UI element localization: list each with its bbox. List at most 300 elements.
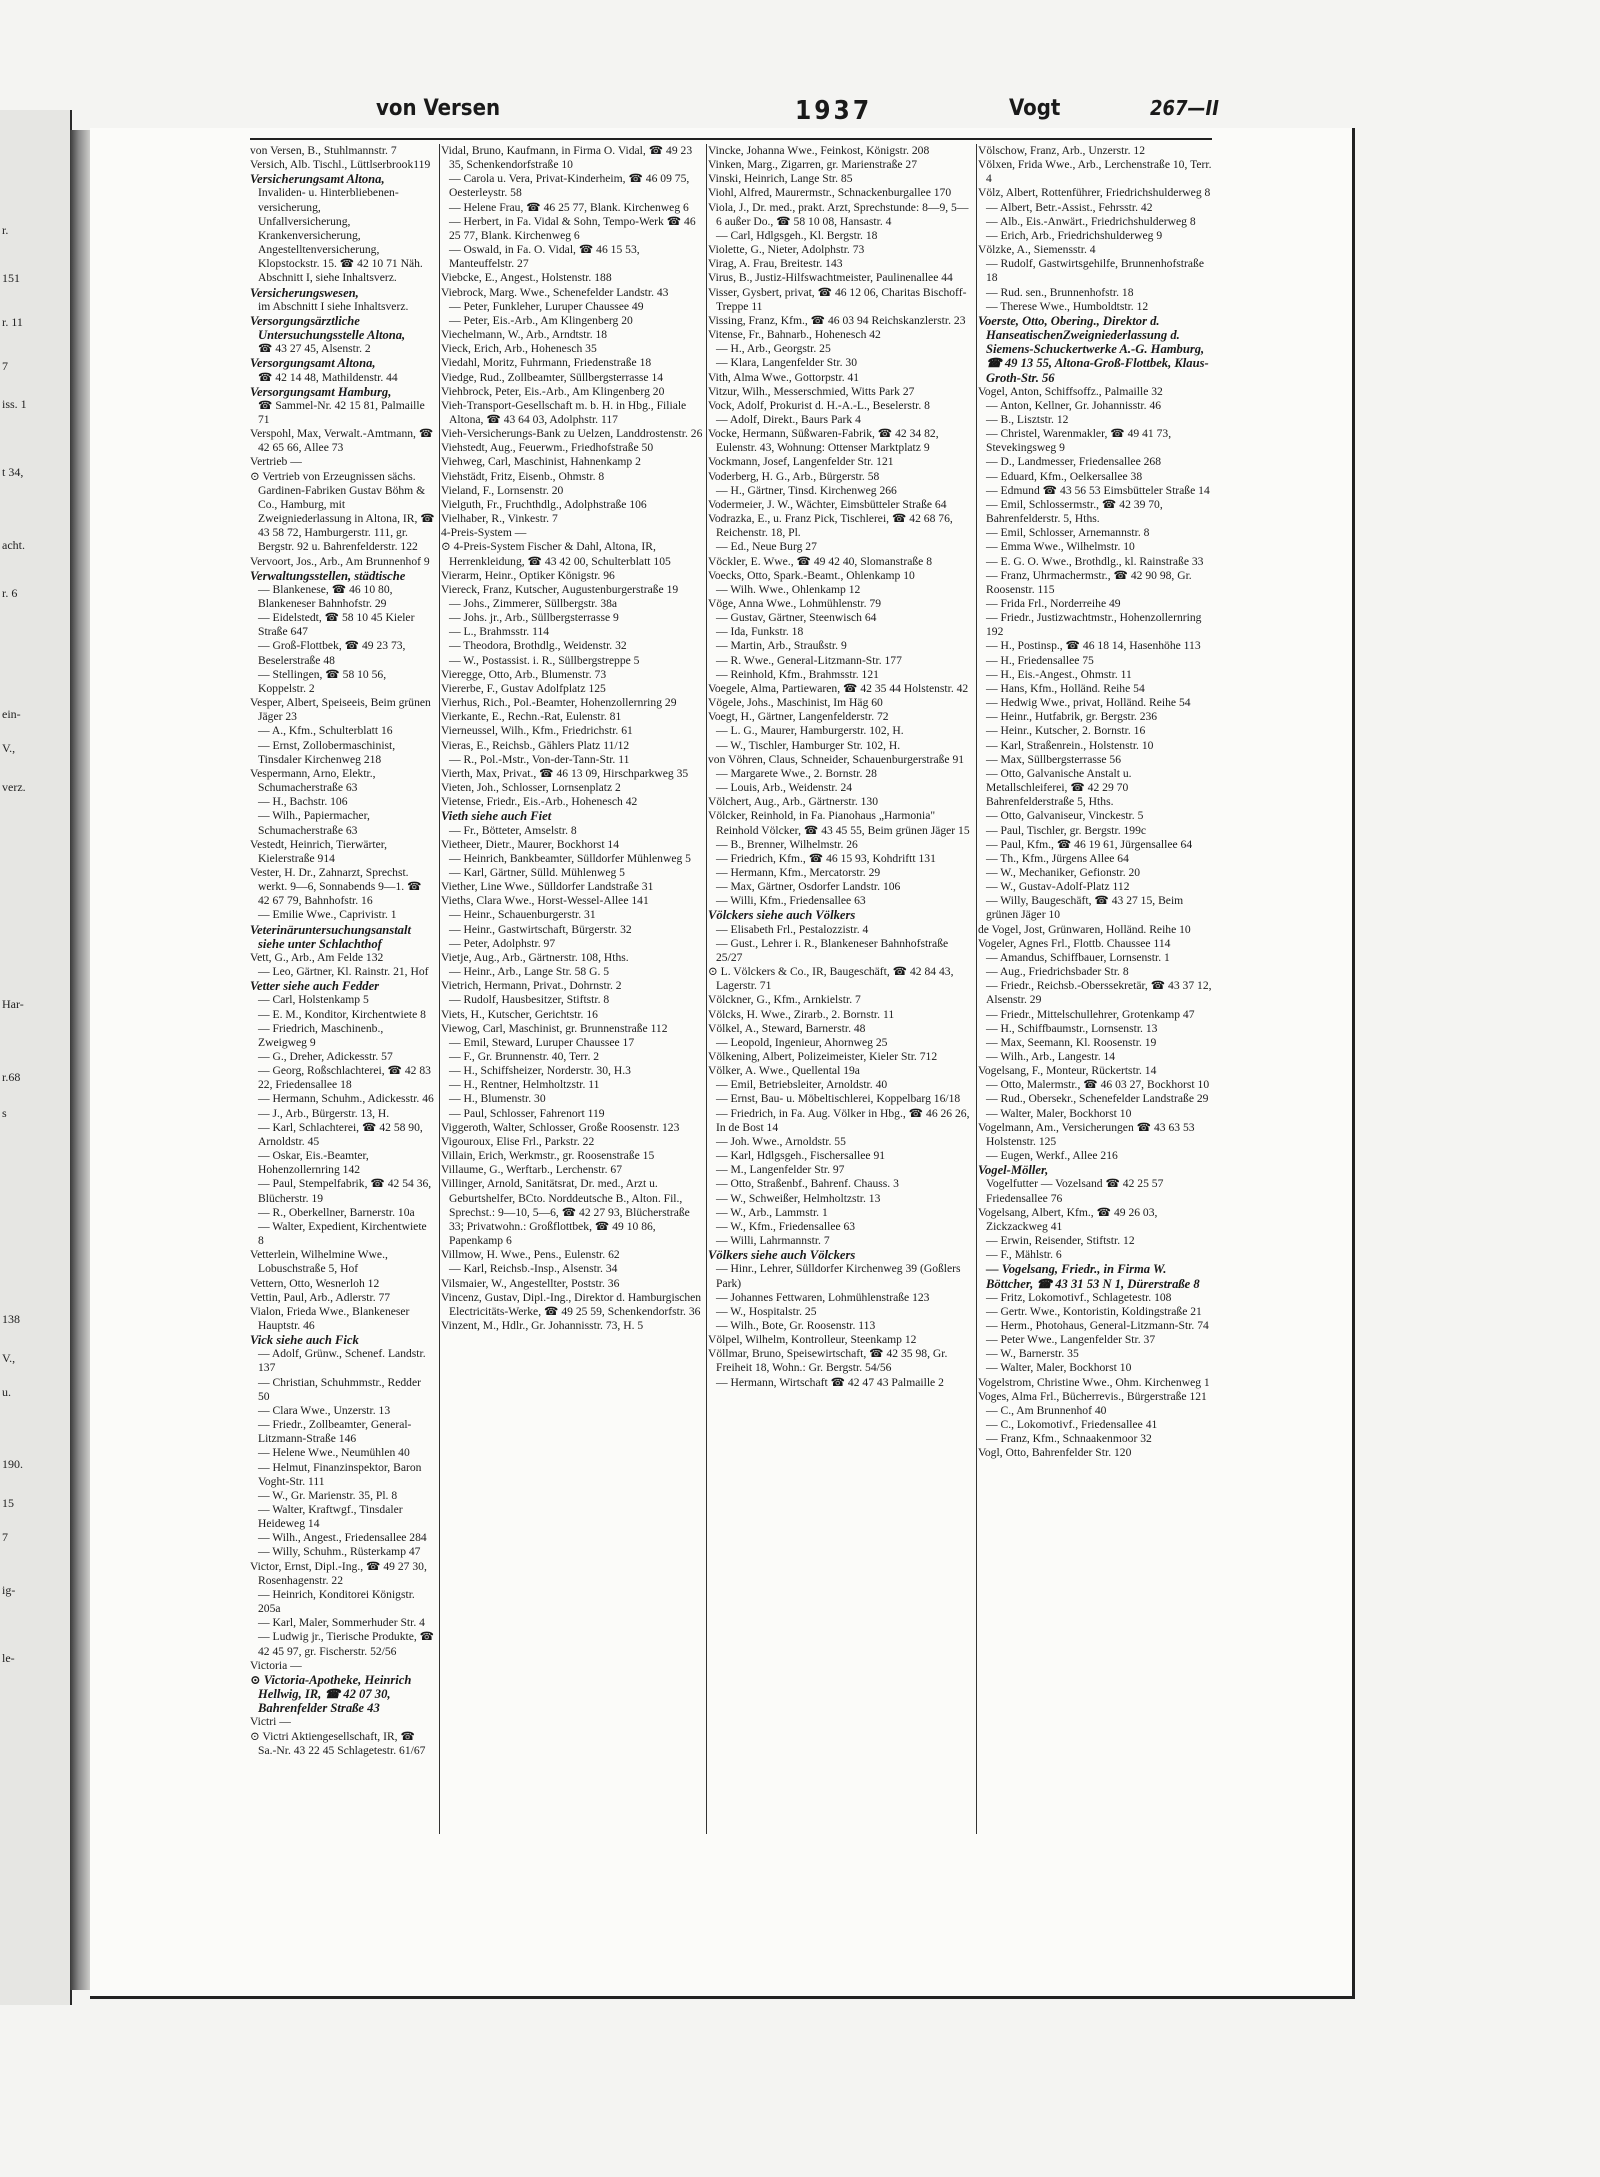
directory-entry: Vitzur, Wilh., Messerschmied, Witts Park 27 — [708, 384, 915, 398]
directory-entry: ⊙ Vertrieb von Erzeugnissen sächs. Gardinen-Fabriken Gustav Böhm & Co., Hamburg, mit Zweigniederlassung in Altona, IR, ☎ 43 58 72, Hamburgerstr. 111, gr. Bergstr. 92 u. Bahrenfelderstr. 122 — [250, 469, 435, 554]
directory-entry: Vöckler, E. Wwe., ☎ 49 42 40, Slomanstraße 8 — [708, 554, 933, 568]
directory-entry: — Aug., Friedrichsbader Str. 8 — [986, 965, 1129, 979]
directory-entry: Viedge, Rud., Zollbeamter, Süllbergsterrasse 14 — [441, 370, 664, 384]
directory-entry: Vierarm, Heinr., Optiker Königstr. 96 — [441, 568, 615, 582]
directory-entry: Viehbrock, Peter, Eis.-Arb., Am Klingenberg 20 — [441, 384, 665, 398]
directory-entry: von Vöhren, Claus, Schneider, Schauenburgerstraße 91 — [708, 752, 965, 766]
left-page-fragment: 7 — [2, 1529, 8, 1544]
directory-entry: — Wilh., Arb., Langestr. 14 — [986, 1050, 1116, 1063]
directory-entry: Unfallversicherung, — [258, 214, 351, 228]
directory-heading: Versorgungsärztliche Untersuchungsstelle Altona, — [250, 313, 406, 343]
directory-entry: — Frida Frl., Norderreihe 49 — [986, 597, 1121, 610]
directory-heading: Verwaltungsstellen, städtische — [250, 568, 406, 583]
directory-entry: — Gust., Lehrer i. R., Blankeneser Bahnhofstraße 25/27 — [716, 936, 949, 964]
directory-entry: — Johs. jr., Arb., Süllbergsterrasse 9 — [449, 611, 619, 625]
directory-entry: — H., Gärtner, Tinsd. Kirchenweg 266 — [716, 483, 897, 497]
directory-entry: Vögele, Johs., Maschinist, Im Häg 60 — [708, 696, 883, 710]
left-page-fragment: iss. 1 — [2, 397, 27, 412]
left-page-fragment: r. — [2, 223, 9, 237]
directory-heading: Völckers siehe auch Völkers — [708, 908, 856, 923]
directory-entry: — Heinr., Gastwirtschaft, Bürgerstr. 32 — [449, 922, 632, 936]
directory-entry: Voecks, Otto, Spark.-Beamt., Ohlenkamp 10 — [708, 568, 915, 582]
directory-entry: — Georg, Roßschlachterei, ☎ 42 83 22, Friedensallee 18 — [258, 1064, 431, 1092]
directory-entry: — H., Postinsp., ☎ 46 18 14, Hasenhöhe 113 — [986, 639, 1201, 653]
directory-entry: Völcker, Reinhold, in Fa. Pianohaus „Harmonia" Reinhold Völcker, ☎ 43 45 55, Beim grünen Jäger 15 — [708, 809, 970, 837]
column-3 — [708, 144, 972, 1834]
directory-entry: — Wilh. Wwe., Ohlenkamp 12 — [716, 582, 861, 596]
directory-entry: Vogl, Otto, Bahrenfelder Str. 120 — [978, 1446, 1132, 1460]
directory-entry: — M., Langenfelder Str. 97 — [716, 1163, 845, 1177]
directory-entry: Vespermann, Arno, Elektr., Schumacherstraße 63 — [250, 766, 376, 795]
directory-entry: — Fr., Bötteter, Amselstr. 8 — [449, 823, 577, 837]
directory-entry: ☎ Sammel-Nr. 42 15 81, Palmaille 71 — [258, 398, 425, 426]
left-page-fragment: 138 — [2, 1312, 20, 1326]
directory-entry: Völckner, G., Kfm., Arnkielstr. 7 — [708, 993, 861, 1007]
directory-entry: — Paul, Tischler, gr. Bergstr. 199c — [986, 823, 1147, 837]
directory-entry: Viererbe, F., Gustav Adolfplatz 125 — [441, 681, 606, 695]
directory-entry: — Karl, Schlachterei, ☎ 42 58 90, Arnoldstr. 45 — [258, 1120, 423, 1148]
directory-entry: — Friedr., Mittelschullehrer, Grotenkamp 47 — [986, 1007, 1195, 1021]
directory-entry: — Karl, Reichsb.-Insp., Alsenstr. 34 — [449, 1262, 618, 1276]
directory-entry: — Friedr., Zollbeamter, General-Litzmann-Straße 146 — [258, 1418, 412, 1446]
directory-entry: Vialon, Frieda Wwe., Blankeneser Hauptstr. 46 — [250, 1304, 410, 1332]
directory-entry: — Paul, Stempelfabrik, ☎ 42 54 36, Blücherstr. 19 — [258, 1177, 432, 1205]
directory-entry: — Ernst, Bau- u. Möbeltischlerei, Koppelbarg 16/18 — [716, 1092, 961, 1106]
directory-entry: Viedahl, Moritz, Fuhrmann, Friedenstraße 18 — [441, 356, 652, 370]
left-page-fragment: 7 — [2, 358, 8, 373]
directory-entry: — Heinr., Schauenburgerstr. 31 — [449, 908, 596, 922]
directory-entry: Vierth, Max, Privat., ☎ 46 13 09, Hirschparkweg 35 — [441, 766, 689, 780]
directory-entry: — Theodora, Brothdlg., Weidenstr. 32 — [449, 639, 627, 653]
directory-entry: Vieregge, Otto, Arb., Blumenstr. 73 — [441, 667, 607, 681]
directory-entry: — Emil, Betriebsleiter, Arnoldstr. 40 — [716, 1078, 888, 1092]
directory-entry: — Eidelstedt, ☎ 58 10 45 Kieler Straße 647 — [258, 611, 415, 639]
directory-entry: — Emil, Steward, Luruper Chaussee 17 — [449, 1035, 635, 1049]
directory-entry: Vieras, E., Reichsb., Gählers Platz 11/12 — [441, 738, 630, 752]
directory-entry: — H., Blumenstr. 30 — [449, 1092, 546, 1106]
left-page-fragment: acht. — [2, 537, 25, 552]
directory-entry: Vertrieb — — [250, 455, 302, 469]
directory-entry: Vervoort, Jos., Arb., Am Brunnenhof 9 — [250, 554, 430, 568]
directory-entry: Völkel, A., Steward, Barnerstr. 48 — [708, 1021, 866, 1035]
directory-entry: Vogeler, Agnes Frl., Flottb. Chaussee 114 — [978, 936, 1171, 950]
left-page-fragment: Har- — [2, 997, 24, 1012]
directory-entry: Vith, Alma Wwe., Gottorpstr. 41 — [708, 370, 860, 384]
directory-entry: — Franz, Kfm., Schnaakenmoor 32 — [986, 1432, 1152, 1446]
directory-entry: — Herm., Photohaus, General-Litzmann-Str. 74 — [986, 1318, 1209, 1332]
left-page-fragment: r.68 — [2, 1070, 21, 1084]
directory-entry: — W., Tischler, Hamburger Str. 102, H. — [716, 738, 901, 752]
directory-entry: Vodermeier, J. W., Wächter, Eimsbütteler Straße 64 — [708, 497, 947, 511]
directory-entry: ⊙ 4-Preis-System Fischer & Dahl, Altona, IR, Herrenkleidung, ☎ 43 42 00, Schulterblatt 105 — [441, 540, 671, 568]
directory-entry: — W., Mechaniker, Gefionstr. 20 — [986, 865, 1141, 879]
directory-entry: Vogelmann, Am., Versicherungen ☎ 43 63 53 Holstenstr. 125 — [978, 1120, 1195, 1148]
directory-entry: Voegt, H., Gärtner, Langenfelderstr. 72 — [708, 710, 889, 724]
directory-entry: — Wilh., Papiermacher, Schumacherstraße 63 — [258, 809, 370, 837]
directory-entry: — Martin, Arb., Straußstr. 9 — [716, 639, 847, 653]
directory-entry: Völlmar, Bruno, Speisewirtschaft, ☎ 42 35 98, Gr. Freiheit 18, Wohn.: Gr. Bergstr. 54/56 — [708, 1347, 948, 1375]
directory-entry: — B., Brenner, Wilhelmstr. 26 — [716, 837, 858, 851]
directory-entry: Visser, Gysbert, privat, ☎ 46 12 06, Charitas Bischoff-Treppe 11 — [708, 285, 967, 313]
directory-entry: Vockmann, Josef, Langenfelder Str. 121 — [708, 455, 894, 469]
directory-entry: — Helene Wwe., Neumühlen 40 — [258, 1446, 410, 1460]
left-page-fragment: verz. — [2, 779, 26, 794]
directory-entry: — Klara, Langenfelder Str. 30 — [716, 356, 858, 370]
directory-entry: — Heinr., Hutfabrik, gr. Bergstr. 236 — [986, 710, 1158, 724]
directory-entry: — Heinr., Arb., Lange Str. 58 G. 5 — [449, 965, 610, 979]
directory-entry: Vielhaber, R., Vinkestr. 7 — [441, 512, 558, 526]
directory-entry: — L., Brahmsstr. 114 — [449, 625, 550, 639]
directory-entry: — Clara Wwe., Unzerstr. 13 — [258, 1403, 391, 1417]
directory-entry: — C., Lokomotivf., Friedensallee 41 — [986, 1418, 1158, 1432]
directory-entry: Vett, G., Arb., Am Felde 132 — [250, 950, 384, 964]
directory-entry: — Christel, Warenmakler, ☎ 49 41 73, Stevekingsweg 9 — [986, 427, 1172, 455]
directory-entry: Versich, Alb. Tischl., Lüttlserbrook119 — [250, 158, 431, 172]
directory-entry: — Carola u. Vera, Privat-Kinderheim, ☎ 46 09 75, Oesterleystr. 58 — [449, 172, 690, 200]
directory-entry: — Helene Frau, ☎ 46 25 77, Blank. Kirchenweg 6 — [449, 200, 689, 214]
directory-entry: Völkening, Albert, Polizeimeister, Kieler Str. 712 — [708, 1050, 938, 1063]
directory-entry: — Walter, Maler, Bockhorst 10 — [986, 1361, 1132, 1375]
directory-entry: — Erich, Arb., Friedrichshulderweg 9 — [986, 228, 1163, 242]
directory-heading: Versorgungsamt Altona, — [250, 356, 376, 371]
directory-entry: Vieten, Joh., Schlosser, Lornsenplatz 2 — [441, 781, 621, 795]
directory-entry: Vierneussel, Wilh., Kfm., Friedrichstr. 61 — [441, 724, 633, 738]
directory-entry: — Hedwig Wwe., privat, Holländ. Reihe 54 — [986, 696, 1191, 710]
directory-entry: — F., Mählstr. 6 — [986, 1248, 1062, 1262]
directory-entry: — Walter, Maler, Bockhorst 10 — [986, 1106, 1132, 1120]
directory-entry: — C., Am Brunnenhof 40 — [986, 1403, 1107, 1417]
directory-entry: Völzke, A., Siemensstr. 4 — [978, 243, 1096, 257]
left-page-fragment: ein- — [2, 707, 21, 721]
directory-entry: Vogel, Anton, Schiffsoffz., Palmaille 32 — [978, 384, 1163, 398]
directory-entry: — Emil, Schlosser, Arnemannstr. 8 — [986, 526, 1150, 540]
directory-entry: — Hinr., Lehrer, Sülldorfer Kirchenweg 39 (Goßlers Park) — [716, 1262, 961, 1290]
directory-entry: — Max, Gärtner, Osdorfer Landstr. 106 — [716, 880, 901, 894]
left-page-fragment: s — [2, 1106, 7, 1121]
directory-entry: Vietheer, Dietr., Maurer, Bockhorst 14 — [441, 837, 620, 851]
directory-heading: Versicherungsamt Altona, — [250, 172, 385, 187]
directory-heading: Veterinäruntersuchungsanstalt siehe unter Schlachthof — [250, 922, 411, 951]
directory-entry: Vietrich, Hermann, Privat., Dohrnstr. 2 — [441, 979, 622, 993]
directory-entry: — Margarete Wwe., 2. Bornstr. 28 — [716, 766, 877, 780]
directory-entry: — Willy, Schuhm., Rüsterkamp 47 — [258, 1545, 421, 1559]
directory-entry: — Emilie Wwe., Caprivistr. 1 — [258, 908, 397, 922]
directory-entry: — A., Kfm., Schulterblatt 16 — [258, 724, 393, 738]
directory-entry: — Rud., Obersekr., Schenefelder Landstraße 29 — [986, 1092, 1209, 1106]
left-page-fragment: r. 6 — [2, 586, 18, 600]
directory-entry: — W., Schweißer, Helmholtzstr. 13 — [716, 1191, 881, 1205]
directory-entry: — Erwin, Reisender, Stiftstr. 12 — [986, 1234, 1135, 1248]
directory-entry: ⊙ L. Völckers & Co., IR, Baugeschäft, ☎ 42 84 43, Lagerstr. 71 — [708, 965, 954, 993]
directory-entry: — Emil, Schlossermstr., ☎ 42 39 70, Bahrenfelderstr. 5, Hths. — [986, 497, 1163, 526]
directory-heading: Völkers siehe auch Völckers — [708, 1248, 856, 1263]
left-page-fragment: le- — [2, 1650, 15, 1665]
header-year: 1937 — [795, 96, 873, 126]
directory-entry: — Leo, Gärtner, Kl. Rainstr. 21, Hof — [258, 965, 429, 979]
directory-entry: — Wilh., Angest., Friedensallee 284 — [258, 1531, 427, 1545]
directory-entry: Vogelsang, F., Monteur, Rückertstr. 14 — [978, 1064, 1157, 1078]
directory-entry: — W., Hospitalstr. 25 — [716, 1304, 817, 1318]
directory-heading: ⊙ Victoria-Apotheke, Heinrich Hellwig, IR, ☎ 42 07 30, Bahrenfelder Straße 43 — [250, 1672, 412, 1716]
header-last-name: Vogt — [1009, 96, 1061, 121]
directory-entry: — Therese Wwe., Humboldtstr. 12 — [986, 299, 1149, 313]
directory-entry: Völcks, H. Wwe., Zirarb., 2. Bornstr. 11 — [708, 1007, 895, 1021]
directory-heading: Versicherungswesen, — [250, 285, 359, 300]
directory-heading: Vieth siehe auch Fiet — [441, 809, 552, 824]
page-number: 267—II — [1150, 96, 1219, 120]
directory-entry: Vöge, Anna Wwe., Lohmühlenstr. 79 — [708, 597, 882, 610]
directory-entry: — Adolf, Direkt., Baurs Park 4 — [716, 412, 861, 426]
directory-entry: — Eduard, Kfm., Oelkersallee 38 — [986, 469, 1143, 483]
directory-entry: — W., Gr. Marienstr. 35, Pl. 8 — [258, 1488, 398, 1502]
directory-entry: Vestedt, Heinrich, Tierwärter, Kielerstraße 914 — [250, 837, 388, 865]
left-page-fragment: ig- — [2, 1583, 16, 1598]
directory-entry: — Friedrich, Kfm., ☎ 46 15 93, Kohdriftt 131 — [716, 851, 936, 865]
directory-heading: Vogel-Möller, — [978, 1163, 1049, 1178]
directory-heading: Vick siehe auch Fick — [250, 1333, 359, 1348]
directory-entry: — Friedr., Justizwachtmstr., Hohenzollernring 192 — [986, 611, 1202, 639]
directory-entry: — Groß-Flottbek, ☎ 49 23 73, Beselerstraße 48 — [258, 639, 406, 667]
directory-entry: — Rudolf, Gastwirtsgehilfe, Brunnenhofstraße 18 — [986, 257, 1204, 285]
directory-entry: Vogelsang, Albert, Kfm., ☎ 49 26 03, Zickzackweg 41 — [978, 1205, 1158, 1233]
directory-entry: — Alb., Eis.-Anwärt., Friedrichshulderweg 8 — [986, 214, 1196, 228]
directory-entry: — Karl, Hdlgsgeh., Fischersallee 91 — [716, 1149, 886, 1163]
directory-entry: — H., Rentner, Helmholtzstr. 11 — [449, 1078, 600, 1092]
directory-entry: von Versen, B., Stuhlmannstr. 7 — [250, 144, 397, 157]
directory-entry: Villinger, Arnold, Sanitätsrat, Dr. med., Arzt u. Geburtshelfer, BCto. Norddeutsche B., Alton. Fil., Sprechst.: 9—10, 5—6, ☎ 42 27 93, Blücherstraße 33; Privatwohn.: Großflottbek, ☎ 49 10 86, Papenkamp 6 — [441, 1177, 690, 1248]
left-page-edge — [0, 110, 72, 2005]
directory-entry: — W., Barnerstr. 35 — [986, 1347, 1079, 1361]
directory-entry: Vieths, Clara Wwe., Horst-Wessel-Allee 141 — [441, 894, 649, 908]
directory-entry: — Ernst, Zollobermaschinist, Tinsdaler Kirchenweg 218 — [258, 738, 396, 766]
directory-entry: — Ludwig jr., Tierische Produkte, ☎ 42 45 97, gr. Fischerstr. 52/56 — [258, 1630, 435, 1658]
directory-entry: — Otto, Galvanische Anstalt u. Metallschleiferei, ☎ 42 29 70 Bahrenfelderstraße 5, Hths. — [986, 766, 1132, 809]
directory-entry: Vierhus, Rich., Pol.-Beamter, Hohenzollernring 29 — [441, 696, 677, 710]
directory-entry: — Walter, Expedient, Kirchentwiete 8 — [258, 1219, 427, 1248]
directory-entry: Völpel, Wilhelm, Kontrolleur, Steenkamp 12 — [708, 1333, 917, 1347]
directory-entry: — Louis, Arb., Weidenstr. 24 — [716, 781, 853, 795]
directory-entry: — Peter, Adolphstr. 97 — [449, 936, 556, 950]
directory-entry: — Edmund ☎ 43 56 53 Eimsbütteler Straße 14 — [986, 483, 1210, 497]
directory-entry: — Fritz, Lokomotivf., Schlagetestr. 108 — [986, 1290, 1172, 1304]
directory-entry: Vodrazka, E., u. Franz Pick, Tischlerei, ☎ 42 68 76, Reichenstr. 18, Pl. — [708, 512, 953, 540]
column-4 — [978, 144, 1212, 1834]
directory-entry: Vieh-Transport-Gesellschaft m. b. H. in Hbg., Filiale Altona, ☎ 43 64 03, Adolphstr. 117 — [441, 398, 687, 426]
directory-entry: Vietense, Friedr., Eis.-Arb., Hohenesch 42 — [441, 795, 638, 809]
directory-entry: Voderberg, H. G., Arb., Bürgerstr. 58 — [708, 469, 880, 483]
directory-entry: Völxen, Frida Wwe., Arb., Lerchenstraße 10, Terr. 4 — [978, 158, 1212, 186]
directory-entry: — H., Arb., Georgstr. 25 — [716, 342, 831, 356]
directory-entry: — H., Friedensallee 75 — [986, 653, 1094, 667]
header-rule — [250, 138, 1212, 140]
directory-heading: Voerste, Otto, Obering., Direktor d. HanseatischenZweigniederlassung d. Siemens-Schuckertwerke A.-G. Hamburg, ☎ 49 13 55, Altona-Groß-Flottbek, Klaus-Groth-Str. 56 — [978, 313, 1209, 385]
directory-entry: — Ida, Funkstr. 18 — [716, 625, 804, 639]
directory-entry: Vieh-Versicherungs-Bank zu Uelzen, Landdrostenstr. 26 — [441, 427, 703, 441]
directory-entry: — Rud. sen., Brunnenhofstr. 18 — [986, 285, 1134, 299]
directory-entry: — E. G. O. Wwe., Brothdlg., kl. Rainstraße 33 — [986, 554, 1204, 568]
directory-entry: — Emma Wwe., Wilhelmstr. 10 — [986, 540, 1135, 554]
directory-entry: Krankenversicherung, — [258, 228, 361, 242]
directory-entry: — W., Postassist. i. R., Süllbergstreppe 5 — [449, 653, 640, 667]
directory-entry: Vogelfutter — Vozelsand ☎ 42 25 57 Friedensallee 76 — [986, 1177, 1164, 1205]
directory-entry: Vitense, Fr., Bahnarb., Hohenesch 42 — [708, 328, 881, 342]
directory-entry: — Th., Kfm., Jürgens Allee 64 — [986, 851, 1129, 865]
directory-entry: — Johannes Fettwaren, Lohmühlenstraße 123 — [716, 1290, 930, 1304]
directory-entry: Vierkante, E., Rechn.-Rat, Eulenstr. 81 — [441, 710, 622, 724]
directory-entry: — Stellingen, ☎ 58 10 56, Koppelstr. 2 — [258, 667, 387, 695]
directory-entry: Viechelmann, W., Arb., Arndtstr. 18 — [441, 328, 608, 342]
directory-entry: — Carl, Hdlgsgeh., Kl. Bergstr. 18 — [716, 228, 878, 242]
directory-entry: Völker, A. Wwe., Quellental 19a — [708, 1064, 860, 1078]
directory-entry: Vincenz, Gustav, Dipl.-Ing., Direktor d. Hamburgischen Electricitäts-Werke, ☎ 49 25 59, Schenkendorfstr. 36 — [441, 1290, 702, 1318]
directory-entry: — F., Gr. Brunnenstr. 40, Terr. 2 — [449, 1050, 600, 1063]
directory-entry: — Adolf, Grünw., Schenef. Landstr. 137 — [258, 1347, 426, 1375]
book-gutter — [70, 130, 92, 1990]
directory-entry: Vesper, Albert, Speiseeis, Beim grünen Jäger 23 — [250, 696, 431, 724]
directory-entry: Viebrock, Marg. Wwe., Schenefelder Landstr. 43 — [441, 285, 669, 299]
directory-entry: — Paul, Kfm., ☎ 46 19 61, Jürgensallee 64 — [986, 837, 1193, 851]
directory-entry: — Franz, Uhrmachermstr., ☎ 42 90 98, Gr. Roosenstr. 115 — [986, 568, 1192, 596]
directory-entry: — Willi, Kfm., Friedensallee 63 — [716, 894, 866, 908]
directory-entry: Virus, B., Justiz-Hilfswachtmeister, Paulinenallee 44 — [708, 271, 953, 285]
directory-entry: Voges, Alma Frl., Bücherrevis., Bürgerstraße 121 — [978, 1389, 1207, 1403]
directory-entry: 4-Preis-System — — [441, 526, 527, 540]
directory-entry: ☎ 43 27 45, Alsenstr. 2 — [258, 342, 371, 356]
directory-entry: — Otto, Galvaniseur, Vinckestr. 5 — [986, 809, 1144, 823]
directory-entry: — W., Arb., Lammstr. 1 — [716, 1205, 828, 1219]
directory-entry: — Leopold, Ingenieur, Ahornweg 25 — [716, 1035, 888, 1049]
directory-entry: — R., Pol.-Mstr., Von-der-Tann-Str. 11 — [449, 752, 630, 766]
directory-entry: — Karl, Gärtner, Sülld. Mühlenweg 5 — [449, 865, 625, 879]
directory-entry: — D., Landmesser, Friedensallee 268 — [986, 455, 1162, 469]
directory-entry: — G., Dreher, Adickesstr. 57 — [258, 1050, 393, 1063]
directory-entry: — Herbert, in Fa. Vidal & Sohn, Tempo-Werk ☎ 46 25 77, Blank. Kirchenweg 6 — [449, 214, 696, 242]
directory-entry: — Peter Wwe., Langenfelder Str. 37 — [986, 1333, 1156, 1347]
directory-entry: de Vogel, Jost, Grünwaren, Holländ. Reihe 10 — [978, 922, 1191, 936]
directory-entry: Victor, Ernst, Dipl.-Ing., ☎ 49 27 30, Rosenhagenstr. 22 — [250, 1559, 427, 1587]
directory-entry: — H., Schiffbaumstr., Lornsenstr. 13 — [986, 1021, 1158, 1035]
directory-entry: Viebcke, E., Angest., Holstenstr. 188 — [441, 271, 612, 285]
directory-entry: Vincke, Johanna Wwe., Feinkost, Königstr. 208 — [708, 144, 930, 157]
left-page-fragment: t 34, — [2, 465, 24, 479]
left-page-fragment: r. 11 — [2, 314, 23, 329]
directory-entry: — Heinr., Kutscher, 2. Bornstr. 16 — [986, 724, 1146, 738]
directory-entry: Völschow, Franz, Arb., Unzerstr. 12 — [978, 144, 1146, 157]
directory-entry: Violette, G., Nieter, Adolphstr. 73 — [708, 243, 865, 257]
directory-entry: — Helmut, Finanzinspektor, Baron Voght-Str. 111 — [258, 1460, 422, 1488]
directory-entry: im Abschnitt I siehe Inhaltsverz. — [258, 299, 409, 313]
directory-entry: Viereck, Franz, Kutscher, Augustenburgerstraße 19 — [441, 582, 679, 596]
directory-entry: Voegele, Alma, Partiewaren, ☎ 42 35 44 Holstenstr. 42 — [708, 681, 969, 695]
directory-entry: — Ed., Neue Burg 27 — [716, 540, 817, 554]
left-page-fragment: V., — [2, 1350, 16, 1365]
directory-entry: Völchert, Aug., Arb., Gärtnerstr. 130 — [708, 795, 879, 809]
directory-entry: Viehstädt, Fritz, Eisenb., Ohmstr. 8 — [441, 469, 605, 483]
directory-entry: — Karl, Maler, Sommerhuder Str. 4 — [258, 1616, 425, 1630]
directory-entry: — Friedrich, Maschinenb., Zweigweg 9 — [258, 1021, 384, 1049]
header-first-name: von Versen — [376, 96, 501, 121]
directory-entry: Viohl, Alfred, Maurermstr., Schnackenburgallee 170 — [708, 186, 952, 200]
directory-entry: Vielguth, Fr., Fruchthdlg., Adolphstraße 106 — [441, 497, 647, 511]
directory-entry: Vinken, Marg., Zigarren, gr. Marienstraße 27 — [708, 158, 918, 172]
directory-entry: — Karl, Straßenrein., Holstenstr. 10 — [986, 738, 1154, 752]
directory-entry: — Friedrich, in Fa. Aug. Völker in Hbg., ☎ 46 26 26, In de Bost 14 — [716, 1106, 970, 1134]
directory-entry: — Blankenese, ☎ 46 10 80, Blankeneser Bahnhofstr. 29 — [258, 582, 393, 610]
directory-entry: Angestelltenversicherung, — [258, 243, 380, 257]
directory-entry: — Willy, Baugeschäft, ☎ 43 27 15, Beim grünen Jäger 10 — [986, 894, 1184, 922]
directory-entry: — R., Oberkellner, Barnerstr. 10a — [258, 1205, 415, 1219]
directory-entry: Vock, Adolf, Prokurist d. H.-A.-L., Beselerstr. 8 — [708, 398, 930, 412]
directory-entry: Vetterlein, Wilhelmine Wwe., Lobuschstraße 5, Hof — [250, 1248, 388, 1276]
directory-entry: — Albert, Betr.-Assist., Fehrsstr. 42 — [986, 200, 1153, 214]
directory-columns — [250, 144, 1212, 1834]
directory-entry: Vettin, Paul, Arb., Adlerstr. 77 — [250, 1290, 391, 1304]
directory-entry: ☎ 42 14 48, Mathildenstr. 44 — [258, 370, 398, 384]
directory-entry: Villmow, H. Wwe., Pens., Eulenstr. 62 — [441, 1248, 620, 1262]
left-page-fragment: V., — [2, 740, 16, 755]
directory-entry: — Otto, Straßenbf., Bahrenf. Chauss. 3 — [716, 1177, 899, 1191]
directory-entry: — Reinhold, Kfm., Brahmsstr. 121 — [716, 667, 879, 681]
directory-entry: — Hermann, Kfm., Mercatorstr. 29 — [716, 865, 881, 879]
directory-heading: Versorgungsamt Hamburg, — [250, 384, 392, 399]
directory-entry: — B., Lisztstr. 12 — [986, 412, 1069, 426]
directory-entry: — Christian, Schuhmmstr., Redder 50 — [258, 1375, 421, 1403]
directory-entry: — Peter, Funkleher, Luruper Chaussee 49 — [449, 299, 644, 313]
column-2 — [441, 144, 703, 1834]
page-header — [90, 96, 1600, 130]
directory-entry: — Heinrich, Konditorei Königstr. 205a — [258, 1587, 415, 1616]
directory-entry: — Oswald, in Fa. O. Vidal, ☎ 46 15 53, Manteuffelstr. 27 — [449, 243, 640, 271]
directory-entry: Victoria — — [250, 1658, 302, 1672]
directory-entry: — Walter, Kraftwgf., Tinsdaler Heideweg 14 — [258, 1503, 403, 1531]
directory-entry: Völz, Albert, Rottenführer, Friedrichshulderweg 8 — [978, 186, 1211, 200]
column-1 — [250, 144, 435, 1834]
directory-entry: — J., Arb., Bürgerstr. 13, H. — [258, 1106, 390, 1120]
directory-entry: Vinzent, M., Hdlr., Gr. Johannisstr. 73, H. 5 — [441, 1318, 644, 1332]
directory-heading: — Vogelsang, Friedr., in Firma W. Böttcher, ☎ 43 31 53 N 1, Dürerstraße 8 — [986, 1262, 1200, 1291]
directory-entry: — Hans, Kfm., Holländ. Reihe 54 — [986, 681, 1145, 695]
directory-entry: Viets, H., Kutscher, Gerichtstr. 16 — [441, 1007, 598, 1021]
directory-entry: — R. Wwe., General-Litzmann-Str. 177 — [716, 653, 902, 667]
directory-entry: Vocke, Hermann, Süßwaren-Fabrik, ☎ 42 34 82, Eulenstr. 43, Wohnung: Ottenser Marktplatz 9 — [708, 427, 939, 455]
directory-entry: Villain, Erich, Werkmstr., gr. Roosenstraße 15 — [441, 1149, 655, 1163]
directory-entry: — H., Schiffsheizer, Norderstr. 30, H.3 — [449, 1064, 631, 1078]
directory-entry: Vietje, Aug., Arb., Gärtnerstr. 108, Hths. — [441, 950, 629, 964]
column-divider — [439, 144, 440, 1834]
directory-entry: — Rudolf, Hausbesitzer, Stiftstr. 8 — [449, 993, 610, 1007]
directory-entry: — Max, Süllbergsterrasse 56 — [986, 752, 1122, 766]
directory-entry: Viehweg, Carl, Maschinist, Hahnenkamp 2 — [441, 455, 641, 469]
directory-entry: Vinski, Heinrich, Lange Str. 85 — [708, 172, 853, 186]
directory-entry: Viewog, Carl, Maschinist, gr. Brunnenstraße 112 — [441, 1021, 668, 1035]
directory-entry: Vester, H. Dr., Zahnarzt, Sprechst. werkt. 9—6, Sonnabends 9—1. ☎ 42 67 79, Bahnhofstr. 16 — [250, 865, 422, 908]
directory-entry: — H., Bachstr. 106 — [258, 795, 348, 809]
directory-entry: Vilsmaier, W., Angestellter, Poststr. 36 — [441, 1276, 620, 1290]
directory-entry: Invaliden- u. Hinterbliebenen-versicherung, — [258, 186, 399, 214]
directory-entry: Vettern, Otto, Wesnerloh 12 — [250, 1276, 380, 1290]
directory-entry: Viehstedt, Aug., Feuerwm., Friedhofstraße 50 — [441, 441, 654, 455]
directory-heading: Vetter siehe auch Fedder — [250, 979, 380, 994]
directory-entry: — Johs., Zimmerer, Süllbergstr. 38a — [449, 597, 618, 610]
directory-entry: ⊙ Victri Aktiengesellschaft, IR, ☎ Sa.-Nr. 43 22 45 Schlagetestr. 61/67 — [250, 1729, 426, 1757]
directory-entry: — Gertr. Wwe., Kontoristin, Koldingstraße 21 — [986, 1304, 1202, 1318]
directory-entry: — Wilh., Bote, Gr. Roosenstr. 113 — [716, 1318, 876, 1332]
directory-entry: — Heinrich, Bankbeamter, Sülldorfer Mühlenweg 5 — [449, 851, 691, 865]
directory-entry: — W., Gustav-Adolf-Platz 112 — [986, 880, 1130, 894]
directory-entry: — Anton, Kellner, Gr. Johannisstr. 46 — [986, 398, 1162, 412]
directory-entry: Victri — — [250, 1715, 291, 1729]
left-page-fragment: u. — [2, 1384, 11, 1399]
